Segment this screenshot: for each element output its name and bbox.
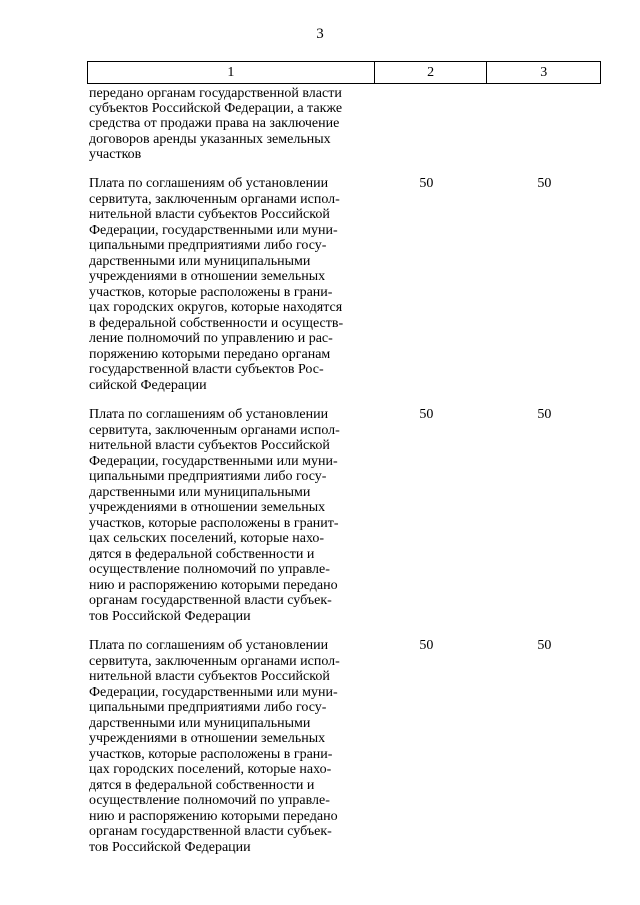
row-value-col-3: 50	[537, 407, 552, 423]
row-value-col-2: 50	[419, 638, 434, 654]
header-col-1: 1	[88, 62, 375, 84]
header-col-2: 2	[374, 62, 487, 84]
table-row	[89, 638, 601, 855]
table-row	[89, 86, 601, 162]
row-value-col-2: 50	[419, 407, 434, 423]
row-value-col-2: 50	[419, 176, 434, 192]
row-description: Плата по соглашениям об установлении сервитута, заключенным органами испол- нительной власти субъектов Российской Федерации, государственными или муни- ципальными предприятиями либо госу- дарственными или муниципальными учреждениями в отношении земельных участков, которые расположены в грани- цах городских округов, которые находятся в федеральной собственности и осуществ- ление полномочий по управлению и рас- поряжению которыми передано органам государственной власти субъектов Рос- сийской Федерации	[89, 176, 344, 393]
row-description: передано органам государственной власти субъектов Российской Федерации, а также средства от продажи права на заключение договоров аренды указанных земельных участков	[89, 86, 343, 162]
row-value-col-3	[488, 86, 601, 162]
row-value-col-3: 50	[537, 176, 552, 192]
header-row	[88, 62, 601, 84]
header-col-3: 3	[487, 62, 601, 84]
table-row	[89, 407, 601, 624]
row-description: Плата по соглашениям об установлении сервитута, заключенным органами испол- нительной власти субъектов Российской Федерации, государственными или муни- ципальными предприятиями либо госу- дарственными или муниципальными учреждениями в отношении земельных участков, которые расположены в гранит- цах сельских поселений, которые нахо- дятся в федеральной собственности и осуществление полномочий по управле- нию и распоряжению которыми передано органам государственной власти субъек- тов Российской Федерации	[89, 407, 340, 624]
page-number: 3	[316, 26, 324, 42]
row-description: Плата по соглашениям об установлении сервитута, заключенным органами испол- нительной власти субъектов Российской Федерации, государственными или муни- ципальными предприятиями либо госу- дарственными или муниципальными учреждениями в отношении земельных участков, которые расположены в грани- цах городских поселений, которые нахо- дятся в федеральной собственности и осуществление полномочий по управле- нию и распоряжению которыми передано органам государственной власти субъек- тов Российской Федерации	[89, 638, 340, 855]
row-value-col-2	[365, 86, 488, 162]
table-body	[89, 86, 601, 869]
table-row	[89, 176, 601, 393]
table-header	[87, 61, 601, 84]
row-value-col-3: 50	[537, 638, 552, 654]
